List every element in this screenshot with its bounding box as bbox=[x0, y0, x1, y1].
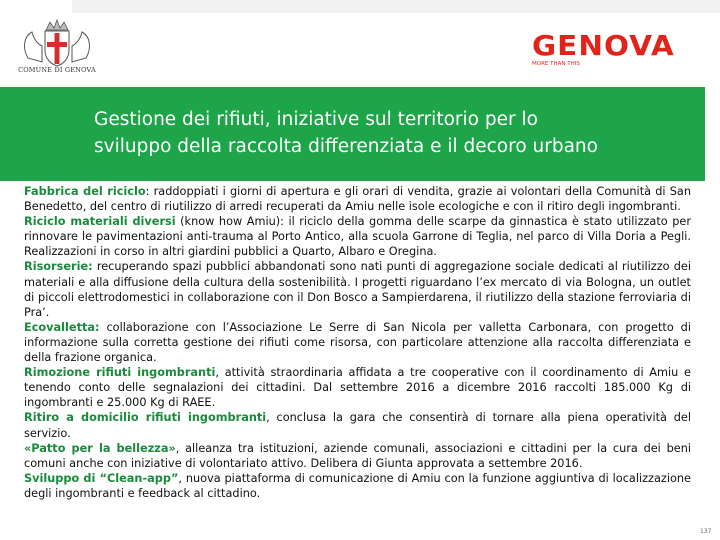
item-keyword: Ecovalletta: bbox=[24, 320, 100, 334]
item-keyword: Ritiro a domicilio rifiuti ingombranti bbox=[24, 411, 267, 425]
item-keyword: Risorserie: bbox=[24, 260, 93, 274]
item-fabbrica bbox=[24, 184, 691, 214]
item-rimozione bbox=[24, 365, 691, 410]
item-text: , attività straordinaria affidata a tre cooperative con il coordinamento di Amiu e tenendo conto delle segnalazioni dei cittadini. Dal settembre 2016 a dicembre 2016 raccolti 185.000 Kg di ingombranti e 25.000 Kg di RAEE. bbox=[24, 366, 691, 410]
item-text: , nuova piattaforma di comunicazione di Amiu con la funzione aggiuntiva di localizzazione degli ingombranti e feedback al cittadino. bbox=[24, 471, 692, 500]
page-title bbox=[94, 106, 704, 160]
page-number: 137 bbox=[700, 528, 712, 535]
logo-word: GENOVA bbox=[532, 29, 675, 62]
top-strip bbox=[72, 0, 720, 13]
item-text: (know how Amiu): il riciclo della gomma delle scarpe da ginnastica è stato utilizzato per rinnovare le pavimentazioni anti-trauma al Porto Antico, alla scuola Garrone di Teglia, nel parco di Villa Doria a Pegli. Realizzazioni in corso in altri giardini pubblici a Quarto, Albaro e Oregina. bbox=[24, 215, 691, 259]
item-ritiro bbox=[24, 410, 691, 440]
item-patto bbox=[24, 441, 691, 471]
item-keyword: Sviluppo di “Clean-app” bbox=[24, 471, 179, 485]
title-line-1: Gestione dei rifiuti, iniziative sul territorio per lo bbox=[94, 109, 538, 130]
body-text bbox=[24, 184, 691, 501]
coat-of-arms-caption: COMUNE DI GENOVA bbox=[18, 66, 96, 74]
item-keyword: «Patto per la bellezza» bbox=[24, 441, 176, 455]
genova-logo bbox=[532, 29, 675, 67]
title-line-2: sviluppo della raccolta differenziata e il decoro urbano bbox=[94, 136, 598, 157]
item-keyword: Fabbrica del riciclo bbox=[24, 185, 146, 198]
coat-of-arms-logo bbox=[14, 18, 100, 84]
item-keyword: Rimozione rifiuti ingombranti bbox=[24, 366, 216, 380]
item-keyword: Riciclo materiali diversi bbox=[24, 215, 176, 229]
item-ecovalletta bbox=[24, 320, 691, 365]
item-text: recuperando spazi pubblici abbandonati sono nati punti di aggregazione sociale dedicati al riutilizzo dei materiali e alla diffusione della cultura della sostenibilità. I progetti riguardano l’ex mercato di via Bologna, un outlet di piccoli elettrodomestici in collaborazione con il Don Bosco a Sampierdarena, il riutilizzo della stazione ferroviaria di Pra’. bbox=[24, 260, 691, 319]
item-text: collaborazione con l’Associazione Le Serre di San Nicola per valletta Carbonara, con progetto di informazione sulla corretta gestione dei rifiuti come risorsa, con particolare attenzione alla raccolta differenziata e della frazione organica. bbox=[24, 320, 691, 365]
item-text: : raddoppiati i giorni di apertura e gli orari di vendita, grazie ai volontari della Comunità di San Benedetto, del centro di riutilizzo di arredi recuperati da Amiu nelle isole ecologiche e con il ritiro degli ingombranti. bbox=[24, 185, 691, 214]
item-riciclo bbox=[24, 214, 691, 259]
item-text: , conclusa la gara che consentirà di tornare alla piena operatività del servizio. bbox=[24, 411, 692, 440]
item-risorserie bbox=[24, 259, 691, 319]
item-clean-app bbox=[24, 471, 691, 501]
item-text: , alleanza tra istituzioni, aziende comunali, associazioni e cittadini per la cura dei beni comuni anche con iniziative di volontariato attivo. Delibera di Giunta approvata a settembre 2016. bbox=[24, 441, 691, 470]
logo-tagline: MORE THAN THIS bbox=[532, 61, 580, 67]
